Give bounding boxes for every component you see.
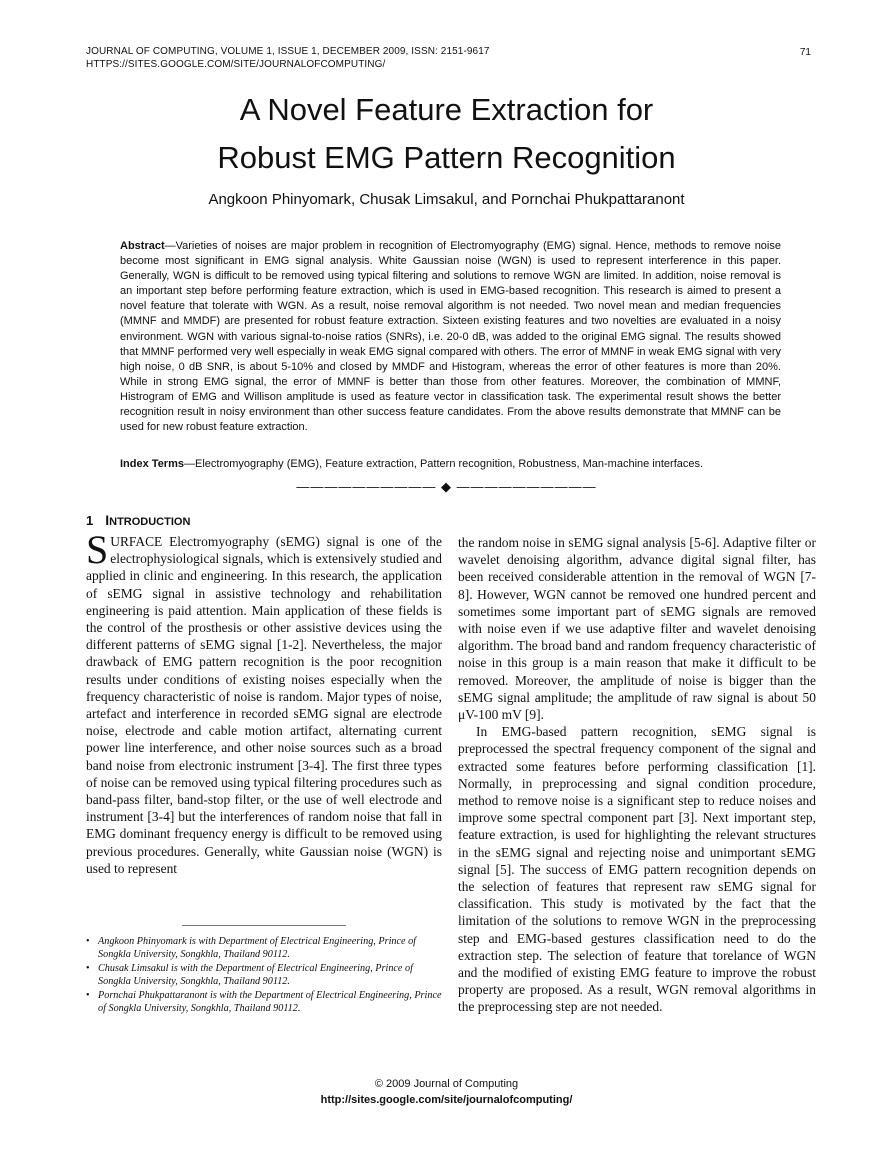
intro-paragraph-1-text: URFACE Electromyography (sEMG) signal is one of the electrophysiological signals, which is extensively studied and applied in clinic and engineering. In this research, the application of sEMG signal in assistive technology and rehabilitation engineering is paid attention. Main application of these fields is the control of the prosthesis or other assistive devices using the different patterns of sEMG signal [1-2]. Nevertheless, the major drawback of EMG pattern recognition is the poor recognition results under conditions of existing noises especially when the frequency characteristic of noise is random. Major types of noise, artefact and interference in recorded sEMG signal are electrode noise, electrode and cable motion artifact, alternating current power line interference, and other noise sources such as a broad band noise from electronic instrument [3-4]. The first three types of noise can be removed using typical filtering procedures such as band-pass filter, band-stop filter, or the use of well electrode and instrument [3-4] but the interferences of random noise that fall in EMG dominant frequency energy is difficult to be removed using previous procedures. Generally, white Gaussian noise (WGN) is used to represent <box>86 534 442 876</box>
page-footer <box>0 1076 893 1108</box>
footnote-bullet: • <box>86 963 90 974</box>
intro-paragraph-1 <box>86 527 442 877</box>
footnote-rule <box>182 925 346 926</box>
index-terms-text: —Electromyography (EMG), Feature extraction, Pattern recognition, Robustness, Man-machine interfaces. <box>184 458 704 470</box>
paper-title <box>0 86 893 182</box>
section-heading <box>86 512 190 528</box>
author-list: Angkoon Phinyomark, Chusak Limsakul, and Pornchai Phukpattaranont <box>208 191 685 208</box>
section-title-rest: NTRODUCTION <box>109 516 191 528</box>
drop-cap: S <box>86 527 109 572</box>
title-line-1: A Novel Feature Extraction for <box>239 92 654 127</box>
index-terms-label: Index Terms <box>120 458 184 470</box>
footnote-text: Pornchai Phukpattaranont is with the Department of Electrical Engineering, Prince of Songkla University, Songkhla, Thailand 90112. <box>98 990 442 1014</box>
page-number: 71 <box>799 47 811 58</box>
header-journal-line: JOURNAL OF COMPUTING, VOLUME 1, ISSUE 1, DECEMBER 2009, ISSN: 2151-9617 <box>86 46 490 57</box>
footnote-text: Angkoon Phinyomark is with Department of Electrical Engineering, Prince of Songkla University, Songkhla, Thailand 90112. <box>98 936 417 960</box>
footer-copyright: © 2009 Journal of Computing <box>374 1078 519 1090</box>
abstract-label: Abstract <box>120 240 165 252</box>
footnote-bullet: • <box>86 990 90 1001</box>
footnote-item <box>86 989 442 1015</box>
running-header <box>86 45 490 71</box>
footnote-item <box>86 962 442 988</box>
section-title-initial: I <box>105 512 110 528</box>
intro-paragraph-1-continued: the random noise in sEMG signal analysis [5-6]. Adaptive filter or wavelet denoising algorithm, advance digital signal filter, has been received considerable attention in the removal of WGN [7-8]. However, WGN cannot be removed one hundred percent and sometimes some important part of sEMG signals are removed with noise even if we use adaptive filter and wavelet denoising algorithm. The broad band and random frequency characteristic of noise in this group is a main reason that make it difficult to be removed. Moreover, the amplitude of noise is bigger than the sEMG signal amplitude; the amplitude of raw signal is about 50 μV-100 mV [9]. <box>458 535 816 723</box>
header-url-line: HTTPS://SITES.GOOGLE.COM/SITE/JOURNALOFCOMPUTING/ <box>86 59 386 70</box>
abstract-text: —Varieties of noises are major problem in recognition of Electromyography (EMG) signal. Hence, methods to remove noise become most significant in EMG signal analysis. White Gaussian noise (WGN) is used to represent interference in this paper. Generally, WGN is difficult to be removed using typical filtering and solutions to remove WGN are limited. In addition, noise removal is an important step before performing feature extraction, which is used in EMG-based recognition. This research is aimed to present a novel feature that tolerate with WGN. As a result, noise removal algorithm is not needed. Two novel mean and median frequencies (MMNF and MMDF) are presented for robust feature extraction. Sixteen existing features and two novelties are evaluated in a noisy environment. WGN with various signal-to-noise ratios (SNRs), i.e. 20-0 dB, was added to the original EMG signal. The results showed that MMNF performed very well especially in weak EMG signal compared with others. The error of MMNF in weak EMG signal with very high noise, 0 dB SNR, is about 5-10% and closed by MMDF and Histogram, whereas the error of other features is more than 20%. While in strong EMG signal, the error of MMNF is better than those from other features. Moreover, the combination of MMNF, Histrogram of EMG and Willison amplitude is used as feature vector in classification task. The experimental result shows the better recognition result in noisy environment than other success feature candidates. From the above results demonstrate that MMNF can be used for new robust feature extraction. <box>120 240 781 434</box>
footer-url[interactable]: http://sites.google.com/site/journalofcomputing/ <box>320 1094 573 1106</box>
index-terms <box>120 457 781 472</box>
intro-paragraph-2: In EMG-based pattern recognition, sEMG signal is preprocessed the spectral frequency component of the signal and extracted some features before performing classification [1]. Normally, in preprocessing and signal condition procedure, method to remove noise is a significant step to reduce noises and improve some spectral component part [3]. Next important step, feature extraction, is used for highlighting the relevant structures in the sEMG signal and rejecting noise and unimportant sEMG signal [5]. The success of EMG pattern recognition depends on the selection of features that represent raw sEMG signal for classification. This study is motivated by the fact that the limitation of the solutions to remove WGN in the preprocessing step and EMG-based gestures classification need to do the extraction step. The selection of feature that torelance of WGN and the modified of existing EMG feature to improve the robust property are proposed. As a result, WGN removal algorithms in the preprocessing step are not needed. <box>458 724 816 1015</box>
section-divider: —————————— ◆ —————————— <box>296 479 597 494</box>
title-line-2: Robust EMG Pattern Recognition <box>217 140 676 175</box>
abstract <box>120 239 781 435</box>
right-column <box>458 534 816 1016</box>
left-column <box>86 527 442 877</box>
footnote-item <box>86 935 442 961</box>
footnote-bullet: • <box>86 936 90 947</box>
author-affiliations <box>86 935 442 1016</box>
section-number: 1 <box>86 513 94 528</box>
footnote-text: Chusak Limsakul is with the Department of Electrical Engineering, Prince of Songkla University, Songkhla, Thailand 90112. <box>98 963 413 987</box>
